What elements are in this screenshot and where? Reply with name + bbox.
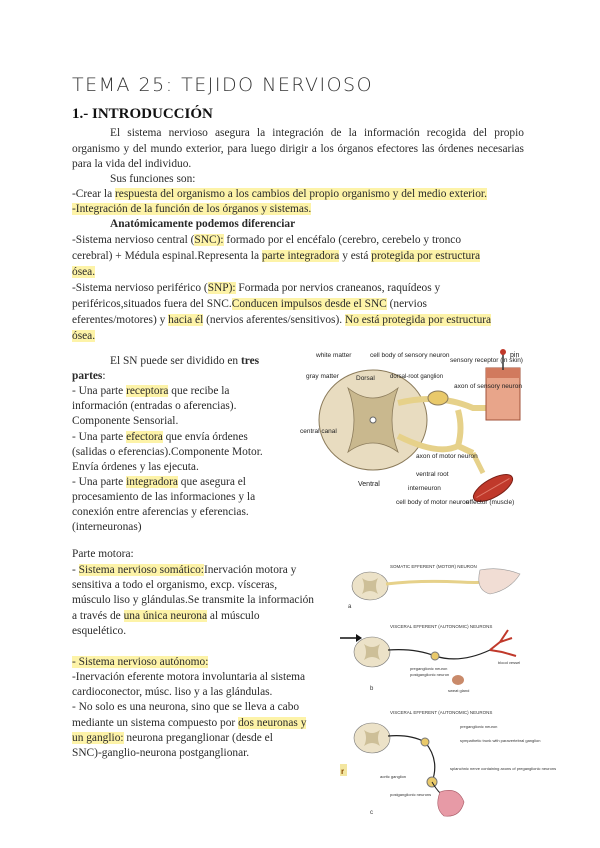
autonomic-line-5: un ganglio: neurona preganglionar (desde el — [72, 732, 273, 744]
somatic-line-3: músculo liso y glándulas.Se transmite la información — [72, 594, 315, 606]
snp-line-3: eferentes/motores) y hacia él (nervios aferentes/sensitivos). No está protegida por estructura — [72, 314, 492, 326]
parts-intro-line-2: partes: — [72, 370, 106, 382]
label-a: a — [348, 604, 352, 610]
label-postganglionic: postganglionic neuron — [410, 672, 450, 677]
label-gray-matter: gray matter — [306, 373, 339, 380]
snp-line-2: periféricos,situados fuera del SNC.Conducen impulsos desde el SNC (nervios — [72, 298, 427, 310]
part-integradora-4: (interneuronas) — [72, 521, 142, 533]
motor-heading: Parte motora: — [72, 548, 134, 560]
spinal-nerve — [458, 410, 461, 446]
label-white-matter: white matter — [316, 352, 352, 359]
part-receptora-2: información (entradas o aferencias). — [72, 400, 237, 412]
label-cell-body-sensory: cell body of sensory neuron — [370, 352, 450, 359]
label-axon-motor: axon of motor neuron — [416, 453, 478, 460]
cord-c — [354, 723, 390, 753]
label-effector: effector (muscle) — [466, 499, 515, 506]
dorsal-root-ganglion-shape — [428, 391, 448, 405]
label-dorsal-root-ganglion: dorsal-root ganglion — [390, 374, 444, 380]
title-panel-a: SOMATIC EFFERENT (MOTOR) NEURON — [390, 564, 477, 569]
snp-line-4: ósea. — [72, 330, 96, 342]
section-heading-intro: 1.- INTRODUCCIÓN — [72, 106, 213, 122]
title-panel-c: VISCERAL EFFERENT (AUTONOMIC) NEURONS — [390, 710, 493, 715]
label-c: c — [370, 810, 373, 816]
autonomic-line-1: -Inervación eferente motora involuntaria al sistema — [72, 671, 306, 683]
label-blood-vessel: blood vessel — [498, 660, 521, 665]
stomach-shape — [438, 790, 464, 816]
part-integradora-3: conexión entre aferencias y eferencias. — [72, 506, 249, 518]
somatic-line-2: sensitiva a todo el organismo, excp. vísceras, — [72, 579, 278, 591]
efferent-neurons-diagram — [340, 560, 557, 822]
somatic-line-1: - Sistema nervioso somático:Inervación motora y — [72, 564, 297, 576]
autonomic-line-6: SNC)-ganglio-neurona postganglionar. — [72, 747, 250, 759]
autonomic-line-4: mediante un sistema compuesto por dos neuronas y — [72, 717, 307, 729]
snp-line-1: -Sistema nervioso periférico (SNP): Formada por nervios craneanos, raquídeos y — [72, 282, 441, 294]
label-b: b — [370, 686, 374, 692]
label-dorsal: Dorsal — [356, 375, 375, 382]
autonomic-line-2: cardioconector, músc. liso y a las glándulas. — [72, 686, 273, 698]
snc-line-1: -Sistema nervioso central (SNC): formado por el encéfalo (cerebro, cerebelo y tronco — [72, 234, 462, 246]
part-receptora-1: - Una parte receptora que recibe la — [72, 385, 230, 397]
label-ventral: Ventral — [358, 481, 380, 488]
somatic-line-5: esquelético. — [72, 625, 127, 637]
anatomy-heading: Anatómicamente podemos diferenciar — [110, 218, 296, 230]
label-central-canal: central canal — [300, 428, 337, 435]
label-interneuron: interneuron — [408, 485, 441, 492]
pin-head — [500, 349, 506, 355]
parts-intro-line-1: El SN puede ser dividido en tres — [110, 355, 260, 367]
part-receptora-3: Componente Sensorial. — [72, 415, 179, 427]
cord-a — [352, 572, 388, 600]
label-r: r — [341, 767, 345, 776]
label-axon-sensory: axon of sensory neuron — [454, 383, 522, 390]
sympathetic-ganglion-c — [421, 738, 429, 746]
part-efectora-1: - Una parte efectora que envía órdenes — [72, 431, 248, 443]
title-panel-b: VISCERAL EFFERENT (AUTONOMIC) NEURONS — [390, 624, 493, 629]
label-cell-body-motor: cell body of motor neuron — [396, 499, 470, 506]
label-splanchnic: splanchnic nerve containing axons of preganglionic neurons — [450, 766, 557, 771]
label-pin: pin — [510, 352, 520, 359]
snc-line-2: cerebral) + Médula espinal.Representa la parte integradora y está protegida por estructura — [72, 250, 481, 262]
function-item-1: -Crear la respuesta del organismo a los cambios del propio organismo y del medio exterior. — [72, 188, 487, 200]
page-title: TEMA 25: TEJIDO NERVIOSO — [72, 74, 374, 96]
function-item-2: -Integración de la función de los órganos y sistemas. — [72, 203, 312, 215]
reflex-arc-diagram — [298, 348, 530, 520]
label-sweat-gland: sweat gland — [448, 688, 470, 693]
label-preganglionic: preganglionic neuron — [410, 666, 448, 671]
limb-shape — [479, 569, 520, 594]
autonomic-heading: - Sistema nervioso autónomo: — [72, 656, 209, 668]
functions-label: Sus funciones son: — [110, 173, 196, 185]
label-aortic-ganglion: aortic ganglion — [380, 774, 407, 779]
autonomic-line-3: - No solo es una neurona, sino que se lleva a cabo — [72, 701, 300, 713]
label-preganglionic-c: preganglionic neuron — [460, 724, 498, 729]
central-canal-shape — [370, 417, 376, 423]
part-integradora-2: procesamiento de las informaciones y la — [72, 491, 256, 503]
label-postgangl-neurons: postganglionic neurons — [390, 792, 432, 797]
blood-vessel-shape — [490, 630, 516, 656]
part-integradora-1: - Una parte integradora que asegura el — [72, 476, 246, 488]
ganglion-b — [431, 652, 439, 660]
label-sensory-receptor: sensory receptor (in skin) — [450, 357, 523, 364]
label-ventral-root: ventral root — [416, 471, 449, 478]
label-sympathetic-trunk: sympathetic trunk with paravertebral ganglion — [460, 738, 541, 743]
snc-line-3: ósea. — [72, 266, 96, 278]
sweat-gland-shape — [452, 675, 464, 685]
intro-paragraph: El sistema nervioso asegura la integración de la información recogida del propio organismo y del mundo exterior, para luego dirigir a los órganos efectores las órdenes necesarias para la vida del individuo. — [72, 127, 524, 171]
somatic-line-4: a través de una única neurona al músculo — [72, 610, 260, 622]
cord-b — [354, 637, 390, 667]
part-efectora-3: Envía órdenes y las ejecuta. — [72, 461, 199, 473]
part-efectora-2: (salidas o eferencias).Componente Motor. — [72, 446, 263, 458]
